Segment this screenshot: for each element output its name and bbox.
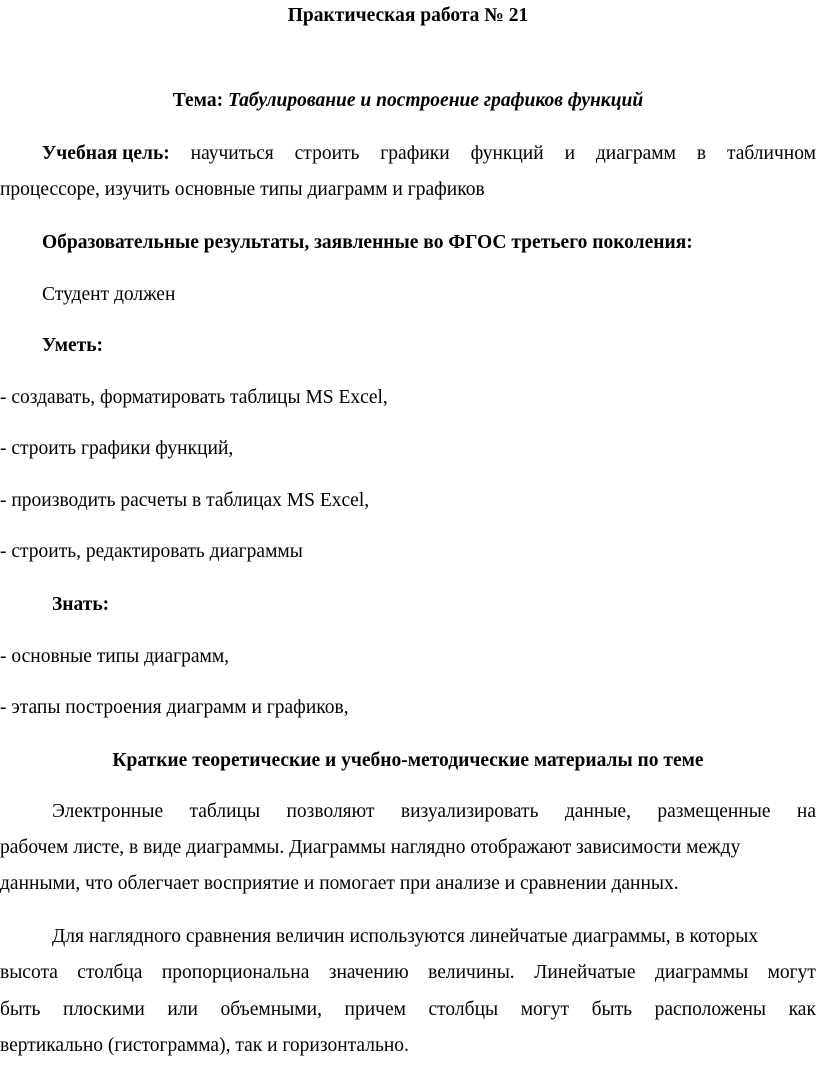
know-item: - этапы построения диаграмм и графиков, <box>0 697 349 718</box>
para2-line-4: вертикально (гистограмма), так и горизонтально. <box>0 1035 409 1056</box>
para-word: столбцы <box>428 999 499 1020</box>
para-word: диаграммы <box>654 962 749 983</box>
goal-word: научиться <box>190 143 274 164</box>
can-item: - производить расчеты в таблицах MS Excel, <box>0 490 370 511</box>
theory-heading: Краткие теоретические и учебно-методические материалы по теме <box>112 750 704 771</box>
topic-label: Тема: <box>172 90 224 111</box>
para-word: таблицы <box>189 801 261 822</box>
para-word: позволяют <box>286 801 375 822</box>
can-item: - строить, редактировать диаграммы <box>0 541 303 562</box>
can-label: Уметь: <box>42 335 104 356</box>
para1-line-1 <box>52 800 816 824</box>
goal-word: диаграмм <box>595 143 676 164</box>
para1-line-2: рабочем листе, в виде диаграммы. Диаграммы наглядно отображают зависимости между <box>0 837 741 858</box>
can-item: - строить графики функций, <box>0 438 234 459</box>
can-item: - создавать, форматировать таблицы MS Excel, <box>0 387 388 408</box>
para-word: столбца <box>77 962 143 983</box>
para2-line-1: Для наглядного сравнения величин используются линейчатые диаграммы, в которых <box>52 926 759 947</box>
para-word: или <box>167 999 198 1020</box>
student-must: Студент должен <box>42 284 176 305</box>
goal-word: в <box>696 143 707 164</box>
para-word: быть <box>591 999 633 1020</box>
know-label: Знать: <box>52 594 110 615</box>
para-word: Электронные <box>52 801 164 822</box>
goal-label: Учебная цель: <box>42 143 170 164</box>
para-word: визуализировать <box>400 801 539 822</box>
goal-word: функций <box>470 143 544 164</box>
goal-word: строить <box>294 143 360 164</box>
page-title: Практическая работа № 21 <box>287 5 529 26</box>
results-heading: Образовательные результаты, заявленные во ФГОС третьего поколения: <box>42 232 693 253</box>
para-word: объемными, <box>220 999 322 1020</box>
para-word: размещенные <box>657 801 771 822</box>
para-word: могут <box>520 999 570 1020</box>
goal-word: графики <box>380 143 450 164</box>
para-word: могут <box>767 962 816 983</box>
goal-word: и <box>564 143 575 164</box>
para1-line-3: данными, что облегчает восприятие и помогает при анализе и сравнении данных. <box>0 873 679 894</box>
para-word: быть <box>0 999 41 1020</box>
para-word: значению <box>328 962 409 983</box>
para-word: Линейчатые <box>534 962 636 983</box>
para-word: величины. <box>428 962 515 983</box>
para-word: расположены <box>654 999 767 1020</box>
para-word: данные, <box>564 801 631 822</box>
goal-word: табличном <box>726 143 816 164</box>
para-word: на <box>796 801 816 822</box>
goal-line-2: процессоре, изучить основные типы диаграмм и графиков <box>0 179 485 200</box>
para-word: пропорциональна <box>161 962 310 983</box>
topic-value: Табулирование и построение графиков функций <box>227 90 644 111</box>
para2-line-3 <box>0 998 816 1022</box>
para-word: как <box>788 999 816 1020</box>
para-word: плоскими <box>63 999 145 1020</box>
para-word: высота <box>0 962 58 983</box>
know-item: - основные типы диаграмм, <box>0 646 230 667</box>
topic-line <box>0 89 816 113</box>
para2-line-2 <box>0 961 816 985</box>
goal-line-1 <box>42 142 816 166</box>
para-word: причем <box>344 999 406 1020</box>
